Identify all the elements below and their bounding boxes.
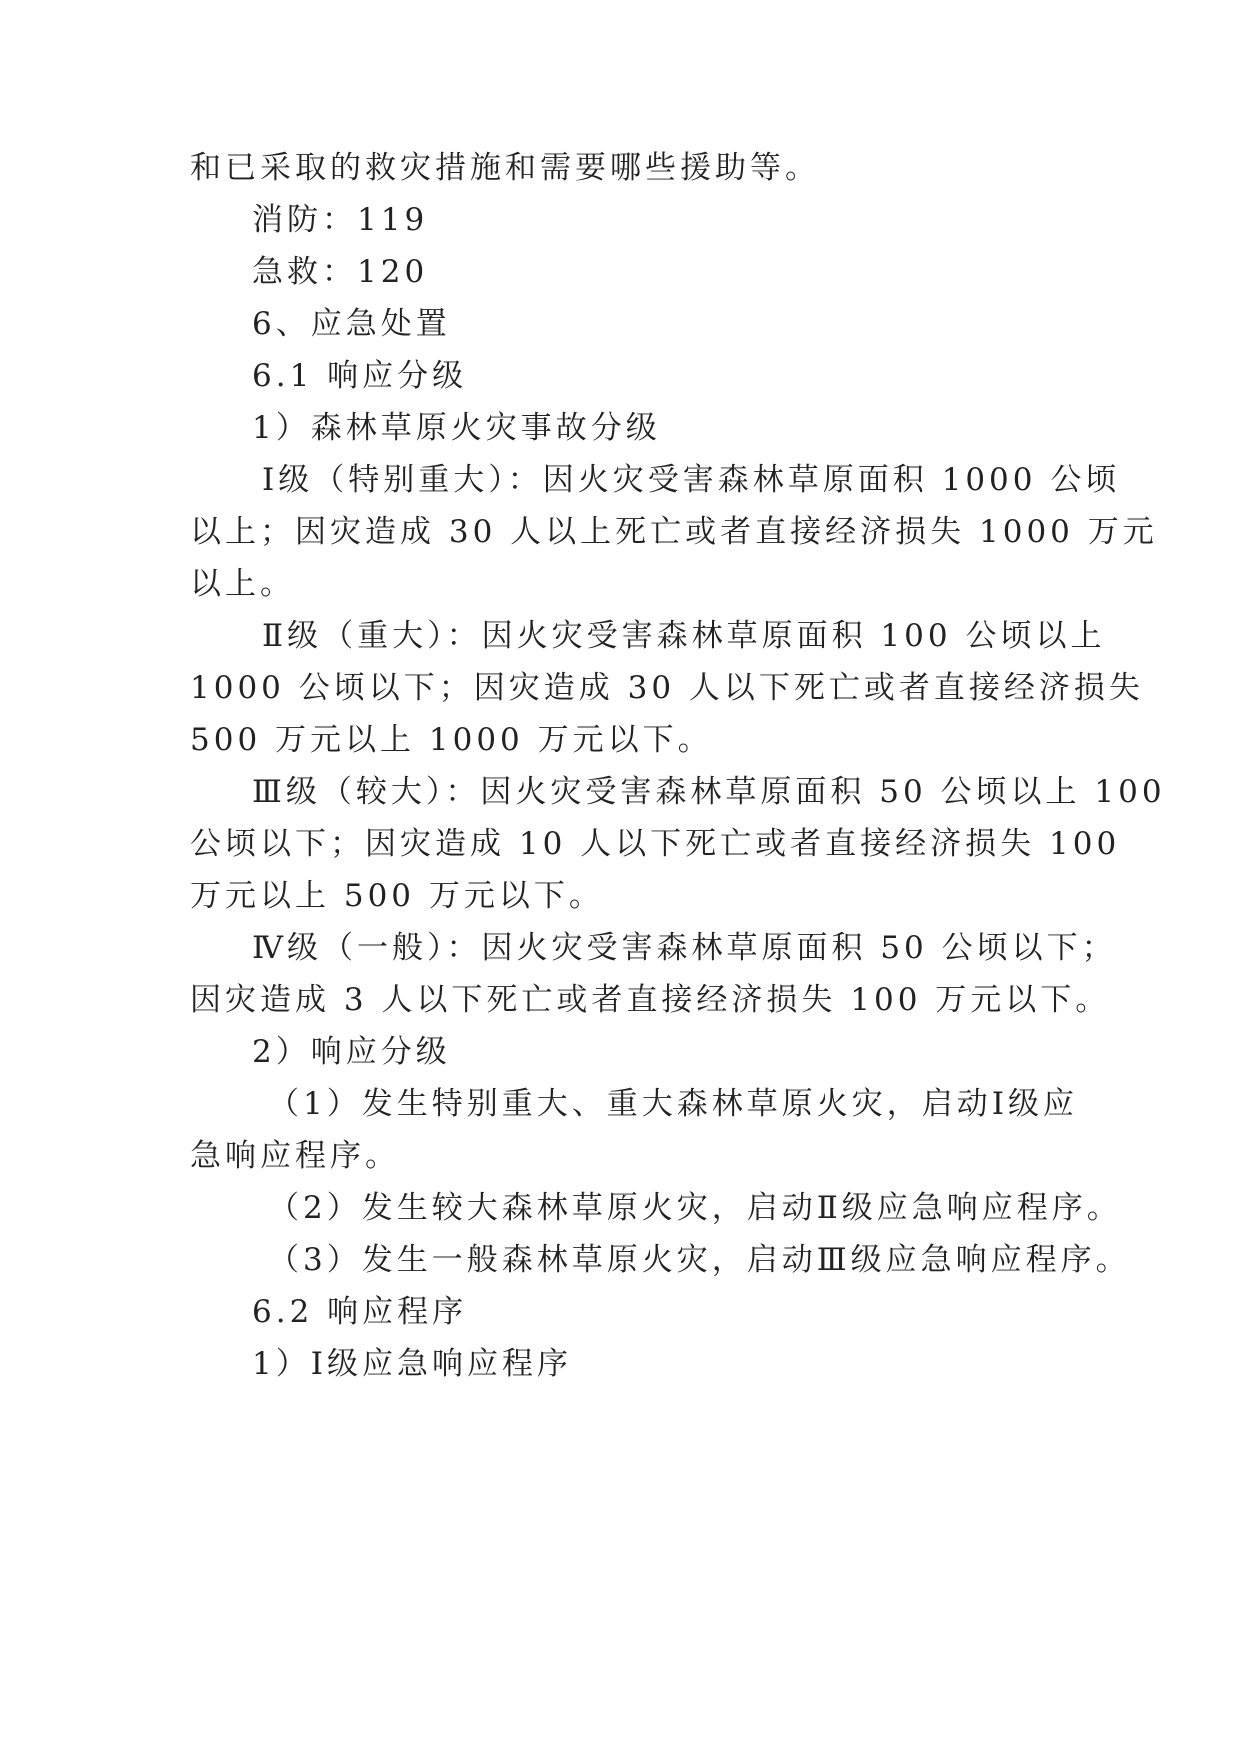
subsection-heading: 6.2 响应程序 [252, 1294, 468, 1330]
paragraph-line: 急响应程序。 [190, 1138, 400, 1174]
paragraph-line: Ⅱ级（重大）：因火灾受害森林草原面积 100 公顷以上 [262, 618, 1106, 654]
list-heading: 2）响应分级 [252, 1034, 451, 1070]
fire-number-line: 消防：119 [252, 202, 429, 238]
paragraph-line: 以上；因灾造成 30 人以上死亡或者直接经济损失 1000 万元 [190, 514, 1158, 550]
subsection-heading: 6.1 响应分级 [252, 358, 468, 394]
list-heading: 1）森林草原火灾事故分级 [252, 410, 661, 446]
paragraph-line: Ⅰ级（特别重大）：因火灾受害森林草原面积 1000 公顷 [262, 462, 1121, 498]
paragraph-line: 公顷以下；因灾造成 10 人以下死亡或者直接经济损失 100 [190, 826, 1121, 862]
paragraph-line: 1000 公顷以下；因灾造成 30 人以下死亡或者直接经济损失 [190, 670, 1144, 706]
paragraph-line: 万元以上 500 万元以下。 [190, 878, 604, 914]
list-heading: 1）Ⅰ级应急响应程序 [252, 1346, 572, 1382]
paragraph-line: 和已采取的救灾措施和需要哪些援助等。 [190, 150, 820, 186]
paragraph-line: Ⅲ级（较大）：因火灾受害森林草原面积 50 公顷以上 100 [252, 774, 1166, 810]
section-heading: 6、应急处置 [252, 306, 451, 342]
paragraph-line: 以上。 [190, 566, 295, 602]
paragraph-line: 因灾造成 3 人以下死亡或者直接经济损失 100 万元以下。 [190, 982, 1111, 1018]
ambulance-number-line: 急救：120 [252, 254, 429, 290]
paragraph-line: 500 万元以上 1000 万元以下。 [190, 722, 713, 758]
paragraph-line: （3）发生一般森林草原火灾，启动Ⅲ级应急响应程序。 [268, 1242, 1131, 1278]
paragraph-line: （1）发生特别重大、重大森林草原火灾，启动Ⅰ级应 [268, 1086, 1078, 1122]
paragraph-line: Ⅳ级（一般）：因火灾受害森林草原面积 50 公顷以下； [252, 930, 1117, 966]
paragraph-line: （2）发生较大森林草原火灾，启动Ⅱ级应急响应程序。 [268, 1190, 1122, 1226]
